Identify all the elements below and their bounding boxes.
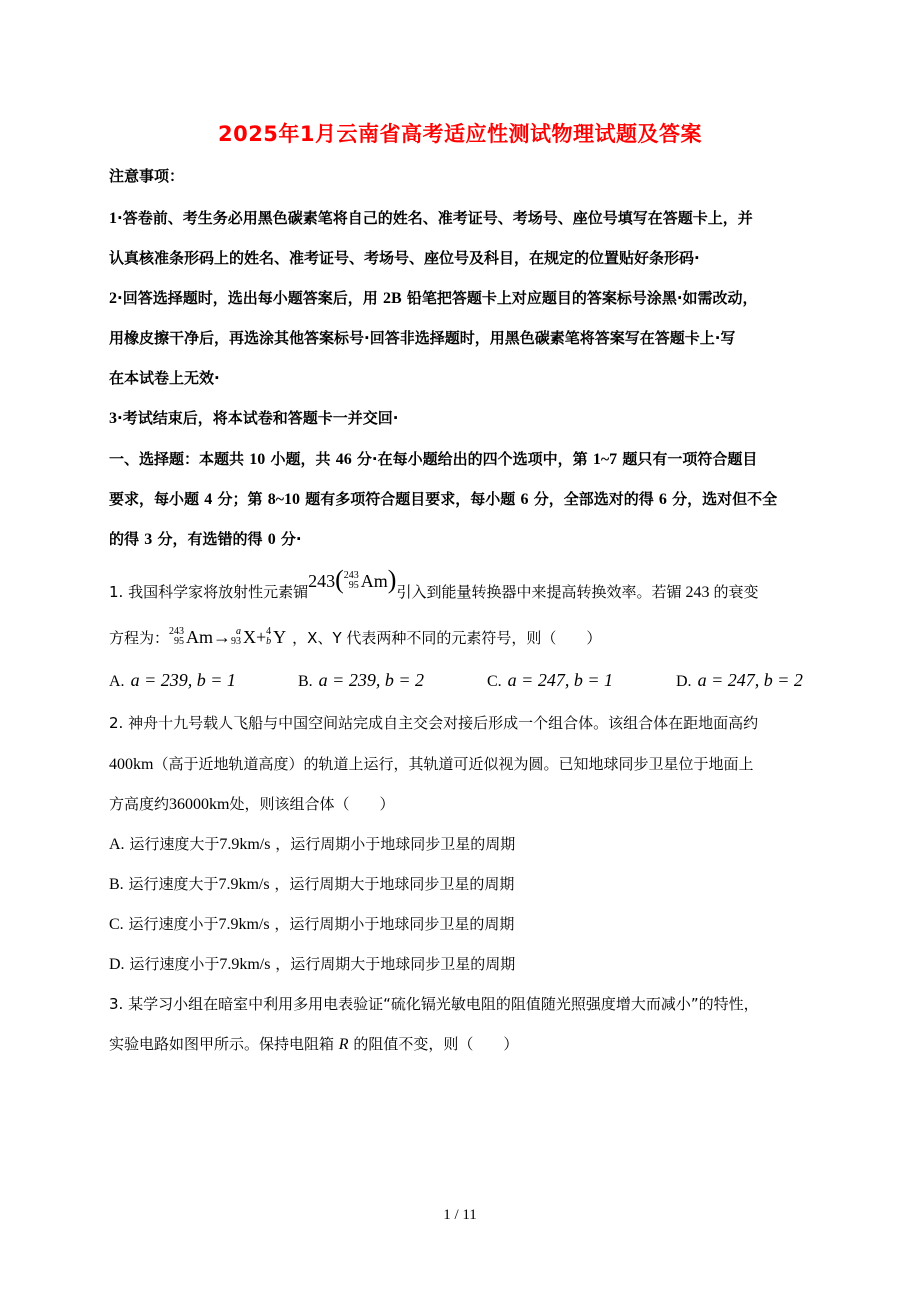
eq-a: a [236, 625, 242, 637]
notice-heading: 注意事项： [109, 167, 185, 185]
notice-num: 3 [109, 410, 117, 427]
q2-option-b[interactable] [109, 874, 514, 895]
section-text: 的得 [109, 530, 145, 548]
question-1-stem [109, 564, 759, 603]
q2-altitude: 400km [109, 756, 154, 773]
notice-text: ·答卷前、考生务必用黑色碳素笔将自己的姓名、准考证号、考场号、座位号填写在答题卡上，并 [117, 209, 753, 227]
section-text: 小题，共 [265, 450, 336, 468]
q2-geo-altitude: 36000km [169, 796, 230, 813]
option-value: 7.9km/s [218, 876, 270, 893]
iso-z: 95 [174, 635, 185, 647]
document-title: 2025年1月云南省高考适应性测试物理试题及答案 [217, 122, 703, 146]
iso-z: 95 [348, 579, 359, 591]
q1-symbol: Am [360, 571, 388, 591]
notice-item-2-cont: 用橡皮擦干净后，再选涂其他答案标号·回答非选择题时，用黑色碳素笔将答案写在答题卡上·写 [109, 329, 736, 347]
q1-text: ，X、Y 代表两种不同的元素符号，则（ ） [292, 629, 602, 647]
am-numbers [169, 627, 184, 647]
section-num: 0 [267, 531, 276, 548]
q2-text: 处，则该组合体（ ） [229, 795, 395, 813]
section-text: 一、选择题：本题共 [109, 450, 250, 468]
option-label: D. [109, 956, 125, 973]
option-label: C. [109, 916, 124, 933]
option-text: 运行速度小于 [129, 955, 220, 973]
section-num: 8~10 [267, 491, 301, 508]
section-num: 4 [204, 491, 213, 508]
question-1-equation [109, 627, 601, 649]
q1-option-a[interactable] [109, 670, 236, 691]
question-2-stem: 2. 神舟十九号载人飞船与中国空间站完成自主交会对接后形成一个组合体。该组合体在距地面高约 [109, 714, 759, 732]
section-text: 分，全部选对的得 [528, 490, 659, 508]
q2-text: （高于近地轨道高度）的轨道上运行，其轨道可近似视为圆。已知地球同步卫星位于地面上 [153, 755, 754, 773]
option-text: ，运行周期大于地球同步卫星的周期 [275, 955, 516, 973]
option-text: 运行速度大于 [128, 875, 219, 893]
section-text: 分，有选错的得 [152, 530, 268, 548]
q1-isotope-numbers [344, 571, 359, 591]
q1-text: 引入到能量转换器中来提高转换效率。若镅 [396, 583, 682, 601]
option-expr: a = 239, b = 2 [318, 670, 424, 690]
eq-b: b [266, 635, 272, 647]
section-num: 1~7 [592, 451, 618, 468]
question-2-stem-2 [109, 754, 753, 775]
option-text: ，运行周期小于地球同步卫星的周期 [275, 835, 516, 853]
option-label: B. [109, 876, 124, 893]
option-text: ，运行周期小于地球同步卫星的周期 [274, 915, 515, 933]
eq-x: X [243, 627, 257, 647]
section-text: 分；第 [212, 490, 268, 508]
notice-item-1-cont: 认真核准条形码上的姓名、准考证号、考场号、座位号及科目，在规定的位置贴好条形码· [109, 249, 700, 267]
option-label: A. [109, 836, 125, 853]
q1-text: 的衰变 [713, 583, 759, 601]
q3-text: 实验电路如图甲所示。保持电阻箱 [109, 1035, 335, 1053]
resistor-symbol: R [338, 1036, 349, 1053]
eq-am: Am [186, 627, 214, 647]
section-text: 题有多项符合题目要求，每小题 [300, 490, 521, 508]
question-2-stem-3 [109, 794, 394, 815]
notice-text: ·考试结束后，将本试卷和答题卡一并交回· [117, 409, 399, 427]
q1-mass: 243 [308, 571, 336, 591]
notice-text: 铅笔把答题卡上对应题目的答案标号涂黑·如需改动， [401, 289, 758, 307]
option-text: 运行速度大于 [129, 835, 220, 853]
q1-num: 243 [685, 584, 710, 601]
x-numbers [231, 627, 241, 647]
q1-option-b[interactable] [298, 670, 424, 691]
option-label: C. [487, 673, 502, 690]
option-expr: a = 247, b = 2 [697, 670, 803, 690]
section-line-2 [109, 489, 777, 510]
option-value: 7.9km/s [219, 836, 271, 853]
section-line-1 [109, 449, 757, 470]
notice-num: 1 [109, 210, 117, 227]
iso-mass: 243 [169, 625, 185, 637]
question-3-stem: 3. 某学习小组在暗室中利用多用电表验证“硫化镉光敏电阻的阻值随光照强度增大而减小”的特性， [109, 995, 759, 1013]
section-num: 6 [658, 491, 667, 508]
section-text: 分，选对但不全 [666, 490, 778, 508]
eq-plus: + [256, 627, 267, 647]
q1-isotope-formula [308, 564, 397, 594]
q1-text: 1. 我国科学家将放射性元素镅 [109, 583, 309, 601]
section-text: 要求，每小题 [109, 490, 205, 508]
section-text: 题只有一项符合题目 [617, 450, 758, 468]
open-paren: ( [335, 564, 344, 594]
y-numbers [266, 627, 271, 647]
q1-option-d[interactable] [676, 670, 803, 691]
q1-text: 方程为： [109, 629, 170, 647]
option-text: 运行速度小于 [128, 915, 219, 933]
notice-num: 2 [109, 290, 117, 307]
notice-item-3 [109, 408, 398, 429]
eq-y: Y [273, 627, 287, 647]
notice-text: ·回答选择题时，选出每小题答案后，用 [117, 289, 383, 307]
q2-option-c[interactable] [109, 914, 514, 935]
section-num: 6 [520, 491, 529, 508]
pencil-grade: 2B [382, 290, 402, 307]
iso-mass: 243 [343, 569, 359, 581]
option-value: 7.9km/s [218, 916, 270, 933]
section-text: 分· [275, 530, 302, 548]
section-line-3 [109, 529, 302, 550]
q3-text: 的阻值不变，则（ ） [353, 1035, 519, 1053]
close-paren: ) [387, 564, 397, 594]
section-num: 3 [144, 531, 153, 548]
notice-item-1 [109, 208, 753, 229]
option-label: A. [109, 673, 125, 690]
notice-item-2-cont2: 在本试卷上无效· [109, 369, 220, 387]
section-text: 分·在每小题给出的四个选项中，第 [351, 450, 593, 468]
page-number: 1 / 11 [443, 1207, 477, 1223]
arrow-icon: → [213, 627, 232, 647]
section-num: 10 [249, 451, 266, 468]
notice-item-2 [109, 288, 758, 309]
option-value: 7.9km/s [219, 956, 271, 973]
q1-option-c[interactable] [487, 670, 613, 691]
option-expr: a = 247, b = 1 [507, 670, 613, 690]
option-expr: a = 239, b = 1 [130, 670, 236, 690]
q2-text: 方高度约 [109, 795, 170, 813]
eq-4: 4 [266, 625, 272, 637]
eq-93: 93 [231, 635, 242, 647]
q2-option-a[interactable] [109, 834, 515, 855]
option-text: ，运行周期大于地球同步卫星的周期 [274, 875, 515, 893]
decay-equation [169, 627, 286, 647]
option-label: B. [298, 673, 313, 690]
section-num: 46 [335, 451, 352, 468]
q2-option-d[interactable] [109, 954, 515, 975]
option-label: D. [676, 673, 692, 690]
question-3-stem-2 [109, 1034, 518, 1055]
